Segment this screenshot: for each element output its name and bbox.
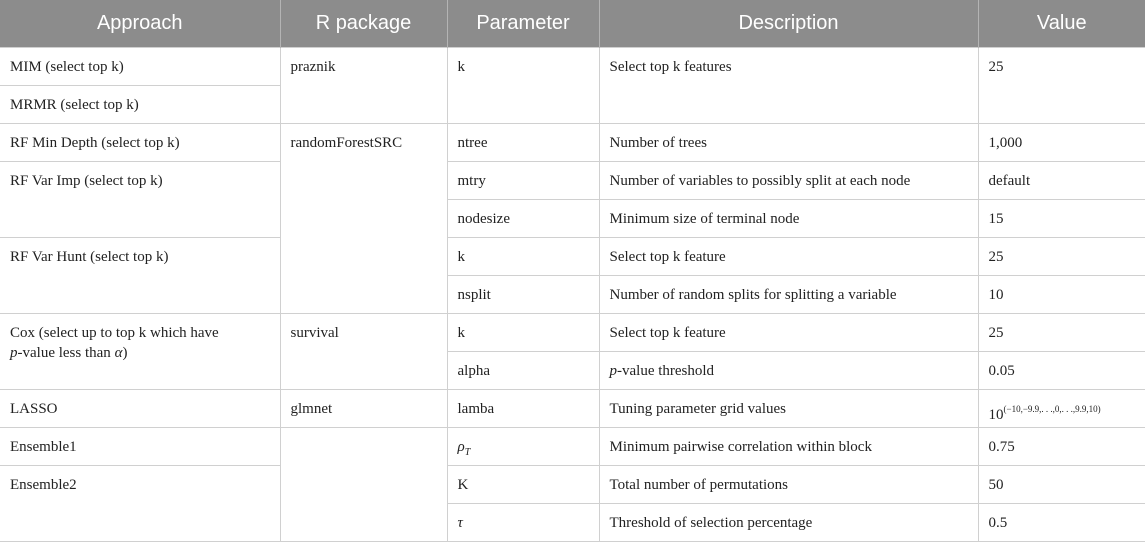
table-row bbox=[0, 238, 1145, 276]
description-permutations: Total number of permutations bbox=[609, 477, 788, 493]
package-cell bbox=[280, 48, 447, 124]
parameter-cell bbox=[447, 390, 599, 428]
table-row bbox=[0, 124, 1145, 162]
p-symbol: p bbox=[609, 363, 617, 379]
description-random-splits: Number of random splits for splitting a variable bbox=[609, 287, 897, 303]
parameter-cell bbox=[447, 276, 599, 314]
value-cell bbox=[978, 162, 1145, 200]
rho-subscript: T bbox=[464, 447, 471, 458]
package-glmnet: glmnet bbox=[290, 401, 333, 417]
value-50: 50 bbox=[988, 477, 1004, 493]
value-25: 25 bbox=[988, 249, 1004, 265]
approach-cell bbox=[0, 124, 280, 162]
parameter-k: k bbox=[457, 59, 465, 75]
table-row bbox=[0, 48, 1145, 86]
approach-rf-var-imp: RF Var Imp (select top k) bbox=[10, 173, 163, 189]
table-row bbox=[0, 162, 1145, 200]
cox-p-symbol: p bbox=[10, 345, 18, 361]
value-0-5: 0.5 bbox=[988, 515, 1008, 531]
description-variables-split: Number of variables to possibly split at each node bbox=[609, 173, 911, 189]
description-tuning-grid: Tuning parameter grid values bbox=[609, 401, 786, 417]
description-number-of-trees: Number of trees bbox=[609, 135, 707, 151]
value-10: 10 bbox=[988, 287, 1004, 303]
header-r-package: R package bbox=[280, 0, 447, 48]
approach-cell bbox=[0, 162, 280, 238]
header-value: Value bbox=[978, 0, 1145, 48]
value-1000: 1,000 bbox=[988, 135, 1023, 151]
description-cell bbox=[599, 390, 978, 428]
value-cell bbox=[978, 200, 1145, 238]
value-cell bbox=[978, 48, 1145, 124]
parameter-alpha: alpha bbox=[457, 363, 490, 379]
description-select-top-k-feature: Select top k feature bbox=[609, 325, 726, 341]
package-cell-empty bbox=[280, 428, 447, 542]
approach-lasso: LASSO bbox=[10, 401, 58, 417]
parameter-k: k bbox=[457, 249, 465, 265]
description-select-top-k-features: Select top k features bbox=[609, 59, 732, 75]
value-0-75: 0.75 bbox=[988, 439, 1015, 455]
approach-ensemble1: Ensemble1 bbox=[10, 439, 77, 455]
description-cell bbox=[599, 352, 978, 390]
approach-cell bbox=[0, 238, 280, 314]
header-parameter: Parameter bbox=[447, 0, 599, 48]
header-approach: Approach bbox=[0, 0, 280, 48]
value-cell bbox=[978, 466, 1145, 504]
value-25: 25 bbox=[988, 59, 1004, 75]
description-cell bbox=[599, 276, 978, 314]
parameter-tau: τ bbox=[457, 515, 463, 531]
value-0-05: 0.05 bbox=[988, 363, 1015, 379]
approach-cell bbox=[0, 48, 280, 86]
description-cell bbox=[599, 428, 978, 466]
parameter-nsplit: nsplit bbox=[457, 287, 491, 303]
parameter-cell bbox=[447, 428, 599, 466]
approach-cell bbox=[0, 428, 280, 466]
description-cell bbox=[599, 200, 978, 238]
parameter-cell bbox=[447, 504, 599, 542]
parameter-k: k bbox=[457, 325, 465, 341]
parameter-lamba: lamba bbox=[457, 401, 495, 417]
parameter-ntree: ntree bbox=[457, 135, 488, 151]
description-select-top-k-feature: Select top k feature bbox=[609, 249, 726, 265]
value-cell bbox=[978, 124, 1145, 162]
package-cell bbox=[280, 314, 447, 390]
header-row bbox=[0, 0, 1145, 48]
table-row bbox=[0, 466, 1145, 504]
parameter-cell bbox=[447, 162, 599, 200]
package-cell bbox=[280, 390, 447, 428]
description-selection-percentage: Threshold of selection percentage bbox=[609, 515, 813, 531]
description-cell bbox=[599, 238, 978, 276]
value-default: default bbox=[988, 173, 1031, 189]
approach-cell bbox=[0, 466, 280, 542]
parameter-nodesize: nodesize bbox=[457, 211, 510, 227]
approach-cell bbox=[0, 86, 280, 124]
description-cell bbox=[599, 162, 978, 200]
cox-line-2: -value less than bbox=[17, 345, 115, 361]
description-terminal-node: Minimum size of terminal node bbox=[609, 211, 800, 227]
approach-rf-min-depth: RF Min Depth (select top k) bbox=[10, 135, 180, 151]
value-cell bbox=[978, 504, 1145, 542]
parameter-cell bbox=[447, 200, 599, 238]
description-cell bbox=[599, 124, 978, 162]
parameter-rho-t bbox=[458, 428, 589, 462]
approach-mim: MIM (select top k) bbox=[10, 59, 124, 75]
value-base: 10 bbox=[988, 407, 1004, 423]
description-cell bbox=[599, 504, 978, 542]
table-row bbox=[0, 428, 1145, 466]
value-cell bbox=[978, 428, 1145, 466]
approach-mrmr: MRMR (select top k) bbox=[10, 97, 139, 113]
table-row bbox=[0, 390, 1145, 428]
header-description: Description bbox=[599, 0, 978, 48]
parameter-cell bbox=[447, 466, 599, 504]
description-cell bbox=[599, 466, 978, 504]
description-p-value-threshold bbox=[610, 352, 968, 380]
value-cell bbox=[978, 314, 1145, 352]
value-lambda-grid bbox=[989, 390, 1135, 424]
rho-symbol: ρ bbox=[457, 439, 465, 455]
cox-line-1: Cox (select up to top k which have bbox=[10, 325, 219, 341]
approach-cell bbox=[0, 314, 280, 390]
parameter-cell bbox=[447, 124, 599, 162]
value-25: 25 bbox=[988, 325, 1004, 341]
description-cell bbox=[599, 314, 978, 352]
package-randomforestsrc: randomForestSRC bbox=[290, 135, 403, 151]
cox-alpha-symbol: α bbox=[114, 345, 123, 361]
approach-rf-var-hunt: RF Var Hunt (select top k) bbox=[10, 249, 169, 265]
package-survival: survival bbox=[290, 325, 339, 341]
description-pairwise-correlation: Minimum pairwise correlation within block bbox=[609, 439, 872, 455]
approach-cell bbox=[0, 390, 280, 428]
package-cell bbox=[280, 124, 447, 314]
parameter-cell bbox=[447, 314, 599, 352]
cox-close: ) bbox=[122, 345, 128, 361]
p-value-threshold-text: -value threshold bbox=[617, 363, 715, 379]
value-15: 15 bbox=[988, 211, 1004, 227]
parameter-cell bbox=[447, 238, 599, 276]
value-exponent: (−10,−9.9,. . .,0,. . .,9.9,10) bbox=[1003, 404, 1101, 414]
approach-ensemble2: Ensemble2 bbox=[10, 477, 77, 493]
value-cell bbox=[978, 390, 1145, 428]
value-cell bbox=[978, 238, 1145, 276]
parameter-cell bbox=[447, 48, 599, 124]
package-praznik: praznik bbox=[290, 59, 336, 75]
parameter-cell bbox=[447, 352, 599, 390]
parameter-mtry: mtry bbox=[457, 173, 486, 189]
description-cell bbox=[599, 48, 978, 124]
approach-cox bbox=[10, 314, 270, 363]
value-cell bbox=[978, 276, 1145, 314]
table-row bbox=[0, 314, 1145, 352]
parameter-k-upper: K bbox=[457, 477, 469, 493]
value-cell bbox=[978, 352, 1145, 390]
